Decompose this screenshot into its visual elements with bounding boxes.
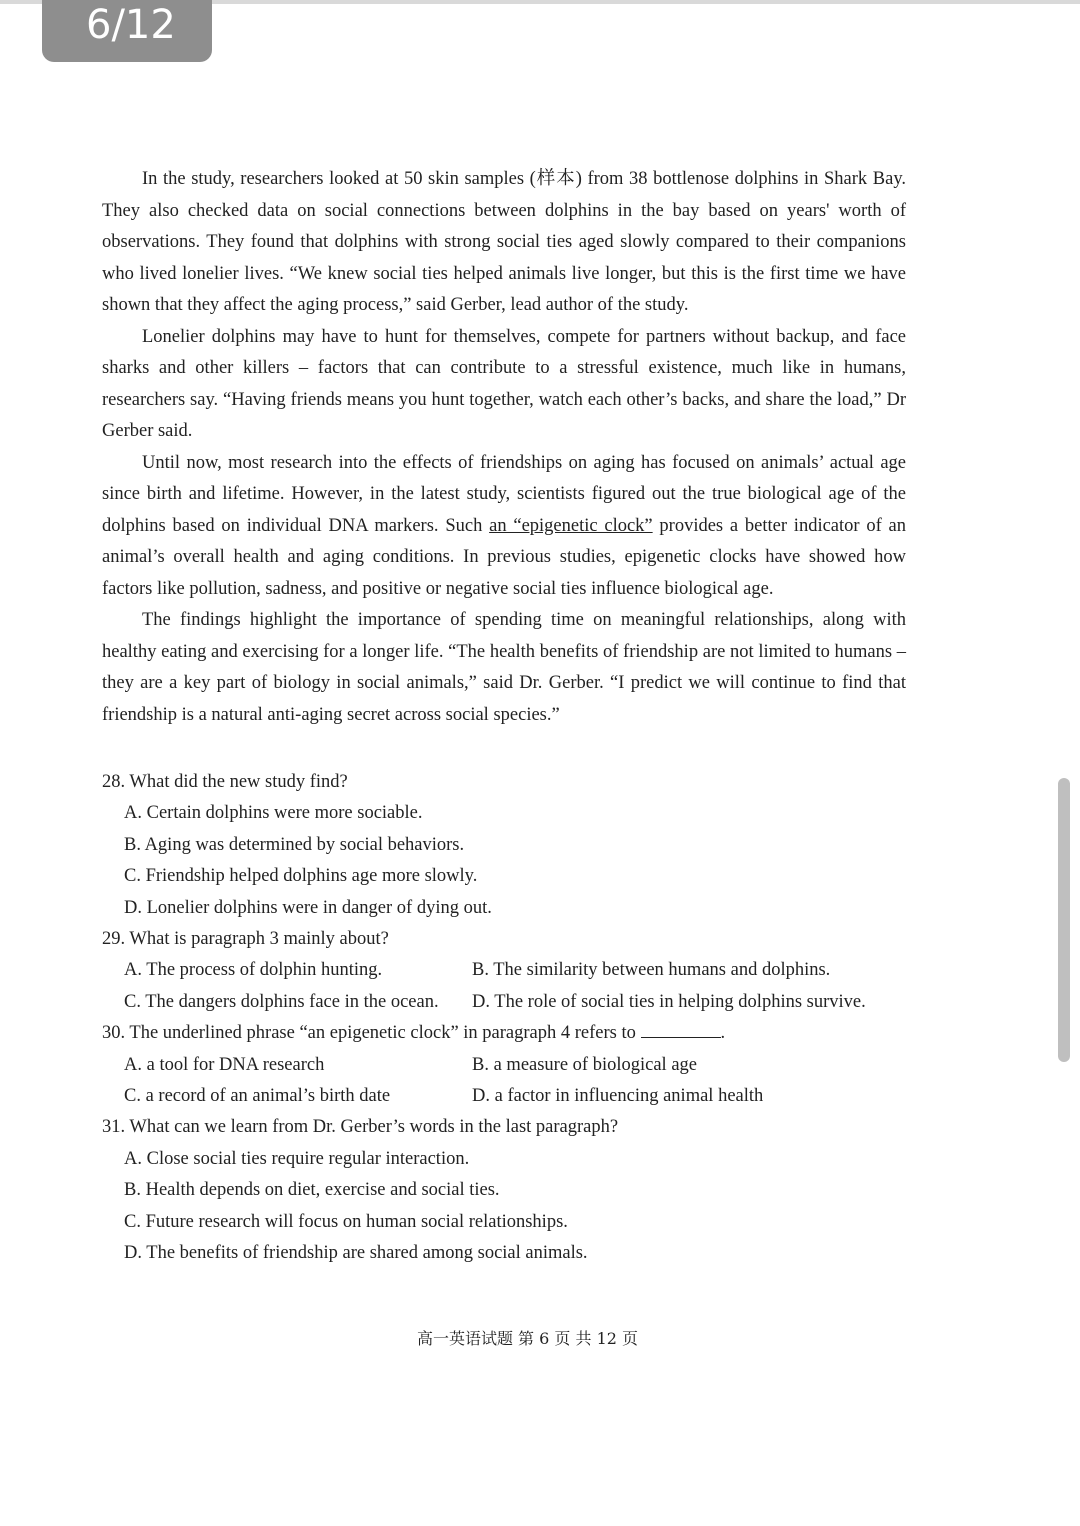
question-28-option-b: B. Aging was determined by social behaviors. [124,834,465,855]
question-30-option-c: C. a record of an animal’s birth date [124,1086,391,1107]
reading-passage [102,164,906,731]
question-31 [102,1112,906,1269]
question-29-option-b: B. The similarity between humans and dolphins. [472,960,831,981]
question-31-option-c: C. Future research will focus on human social relationships. [124,1211,568,1232]
scrollbar-thumb[interactable] [1058,778,1070,1062]
question-30-stem-end: . [720,1023,726,1044]
question-30-option-a: A. a tool for DNA research [124,1054,325,1075]
question-29-options-row-2 [102,987,906,1018]
question-29-options-row-1 [102,955,906,986]
question-28-option-c: C. Friendship helped dolphins age more slowly. [124,866,478,887]
question-30-option-d: D. a factor in influencing animal health [472,1086,764,1107]
passage-paragraph-3 [102,448,906,606]
underlined-phrase-epigenetic-clock: an “epigenetic clock” [489,515,653,536]
question-30-option-b: B. a measure of biological age [472,1054,697,1075]
question-28-option-d: D. Lonelier dolphins were in danger of dying out. [124,897,492,918]
questions-section [102,767,906,1270]
question-29-option-c: C. The dangers dolphins face in the ocean. [124,991,439,1012]
question-28-option-a: A. Certain dolphins were more sociable. [124,803,423,824]
question-28 [102,767,906,924]
question-31-option-a: A. Close social ties require regular interaction. [124,1148,470,1169]
page-indicator-badge [42,0,212,62]
question-31-option-b: B. Health depends on diet, exercise and social ties. [124,1180,500,1201]
question-28-stem: 28. What did the new study find? [102,772,348,792]
page-footer: 高一英语试题 第 6 页 共 12 页 [416,1329,639,1348]
page-indicator-text: 6/12 [86,2,176,48]
question-30 [102,1018,906,1112]
passage-paragraph-1: In the study, researchers looked at 50 skin samples (样本) from 38 bottlenose dolphins in Shark Bay. They also checked data on social connections between dolphins in the bay based on years' worth of observations. They found that dolphins with strong social ties aged slowly compared to their companions who lived lonelier lives. “We knew social ties helped animals live longer, but this is the first time we have shown that they affect the aging process,” said Gerber, lead author of the study. [102,169,906,315]
answer-blank [641,1023,721,1038]
paragraph-3-text-after: provides a better indicator of an animal’s overall health and aging conditions. In previous studies, epigenetic clocks have showed how factors like pollution, sadness, and positive or negative social ties influence biological age. [102,515,906,599]
question-30-options-row-1 [102,1050,906,1081]
question-30-stem-line [102,1018,906,1049]
exam-page-content [102,164,906,1270]
question-29-option-d: D. The role of social ties in helping dolphins survive. [472,991,866,1012]
passage-paragraph-2: Lonelier dolphins may have to hunt for themselves, compete for partners without backup, and face sharks and other killers – factors that can contribute to a stressful existence, much like in humans, researchers say. “Having friends means you hunt together, watch each other’s backs, and share the load,” Dr Gerber said. [102,326,906,441]
question-31-option-d: D. The benefits of friendship are shared among social animals. [124,1243,588,1264]
question-30-options-row-2 [102,1081,906,1112]
paragraph-3-text-before: Until now, most research into the effects of friendships on aging has focused on animals’ actual age since birth and lifetime. However, in the latest study, scientists figured out the true biological age of the dolphins based on individual DNA markers. Such [102,452,906,536]
question-29 [102,924,906,1018]
passage-paragraph-4: The findings highlight the importance of spending time on meaningful relationships, along with healthy eating and exercising for a longer life. “The health benefits of friendship are not limited to humans – they are a key part of biology in social animals,” said Dr. Gerber. “I predict we will continue to find that friendship is a natural anti-aging secret across social species.” [102,610,906,725]
question-29-stem: 29. What is paragraph 3 mainly about? [102,929,389,950]
question-29-option-a: A. The process of dolphin hunting. [124,960,383,981]
question-31-stem: 31. What can we learn from Dr. Gerber’s words in the last paragraph? [102,1117,619,1138]
question-30-stem: 30. The underlined phrase “an epigenetic clock” in paragraph 4 refers to [102,1023,636,1044]
